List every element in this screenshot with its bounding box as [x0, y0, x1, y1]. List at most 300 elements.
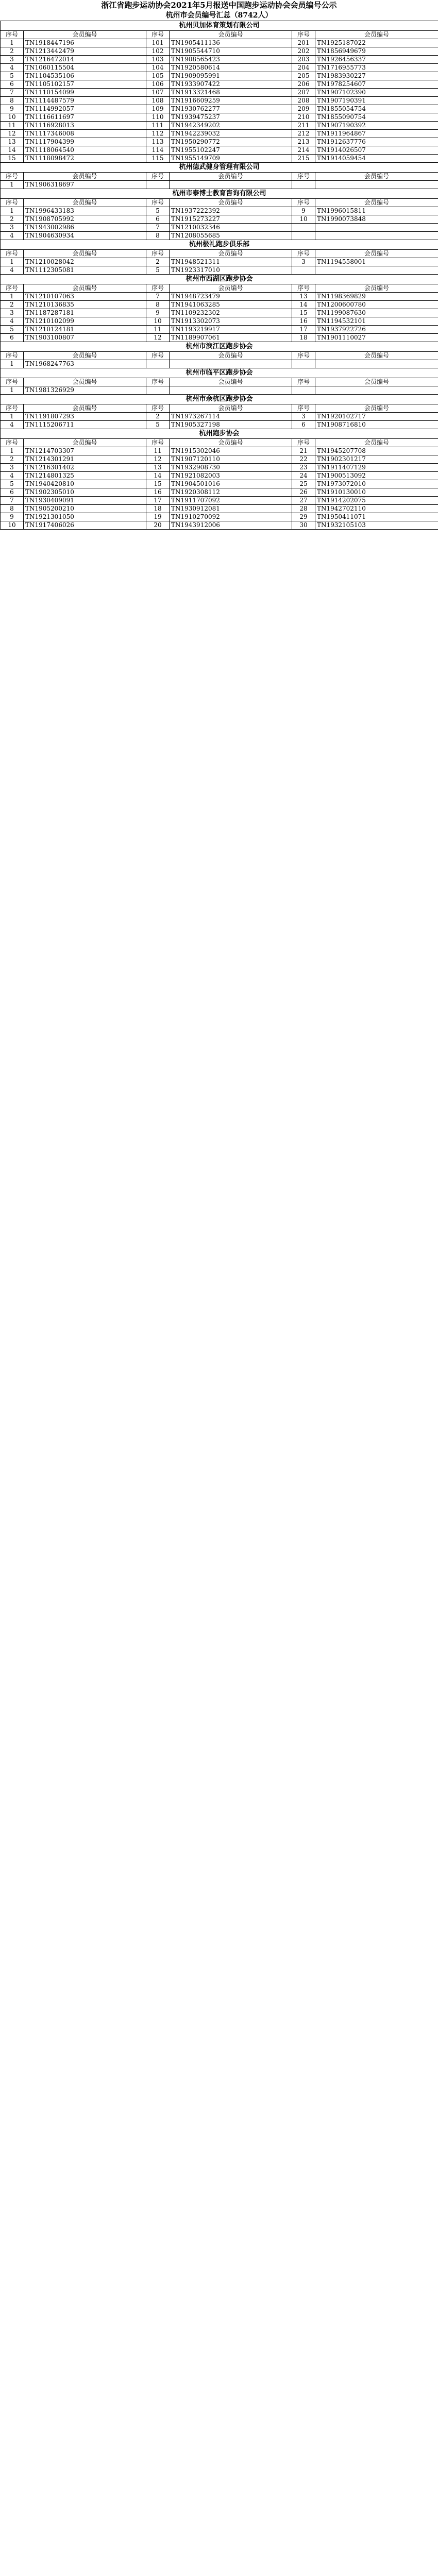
seq-cell: 5 [146, 421, 170, 429]
seq-cell: 27 [292, 497, 315, 505]
member-id-cell: TN1911964867 [315, 130, 438, 138]
seq-cell: 17 [146, 497, 170, 505]
table-row [1, 293, 438, 301]
seq-cell: 11 [146, 326, 170, 334]
seq-cell: 26 [292, 488, 315, 497]
member-id-header: 会员编号 [24, 378, 146, 386]
seq-header: 序号 [1, 352, 24, 360]
member-id-header: 会员编号 [315, 284, 438, 293]
seq-header: 序号 [292, 199, 315, 207]
section-title-row [1, 163, 438, 173]
seq-cell: 105 [146, 72, 170, 80]
member-id-cell: TN1117346008 [24, 130, 146, 138]
section-title-row [1, 429, 438, 439]
member-id-cell [170, 386, 292, 395]
seq-cell: 4 [1, 421, 24, 429]
section-title-row [1, 342, 438, 352]
member-id-cell: TN1950411071 [315, 513, 438, 521]
member-id-cell: TN1210136835 [24, 301, 146, 309]
seq-cell: 2 [1, 455, 24, 464]
member-id-cell: TN1116611697 [24, 113, 146, 122]
seq-cell: 30 [292, 521, 315, 530]
seq-cell: 17 [292, 326, 315, 334]
seq-cell: 5 [1, 72, 24, 80]
seq-cell: 9 [292, 207, 315, 215]
member-id-cell: TN1973267114 [170, 413, 292, 421]
seq-cell: 5 [146, 266, 170, 275]
section-title-row [1, 21, 438, 31]
member-id-cell: TN1933907422 [170, 80, 292, 89]
seq-cell: 12 [146, 455, 170, 464]
member-id-cell: TN1905411136 [170, 39, 292, 47]
member-id-cell: TN1942349202 [170, 122, 292, 130]
table-row [1, 309, 438, 317]
seq-cell: 8 [1, 97, 24, 105]
member-id-cell: TN1200600780 [315, 301, 438, 309]
member-id-cell [315, 181, 438, 189]
seq-header: 序号 [1, 199, 24, 207]
seq-cell: 3 [1, 464, 24, 472]
member-id-cell: TN1914059454 [315, 155, 438, 163]
seq-cell: 1 [1, 447, 24, 455]
member-id-cell [170, 181, 292, 189]
seq-cell: 16 [146, 488, 170, 497]
member-id-cell: TN1941063285 [170, 301, 292, 309]
member-id-header: 会员编号 [24, 352, 146, 360]
seq-cell: 1 [1, 360, 24, 368]
member-id-cell: TN1909095991 [170, 72, 292, 80]
member-id-cell: TN1104535106 [24, 72, 146, 80]
member-id-cell: TN1930912081 [170, 505, 292, 513]
seq-cell: 1 [1, 386, 24, 395]
seq-cell: 207 [292, 89, 315, 97]
seq-cell: 1 [1, 181, 24, 189]
member-id-cell: TN1198369829 [315, 293, 438, 301]
column-header-row [1, 439, 438, 447]
seq-cell: 115 [146, 155, 170, 163]
member-id-cell [315, 266, 438, 275]
seq-cell: 106 [146, 80, 170, 89]
table-row [1, 113, 438, 122]
member-id-header: 会员编号 [315, 250, 438, 258]
member-id-cell: TN1914026507 [315, 146, 438, 155]
seq-cell: 202 [292, 47, 315, 56]
member-id-header: 会员编号 [315, 378, 438, 386]
member-id-cell: TN1187287181 [24, 309, 146, 317]
seq-cell: 11 [1, 122, 24, 130]
member-id-cell: TN1908705992 [24, 215, 146, 224]
column-header-row [1, 31, 438, 39]
seq-cell: 212 [292, 130, 315, 138]
seq-cell: 4 [1, 232, 24, 240]
seq-cell: 14 [1, 146, 24, 155]
member-id-cell: TN1920580614 [170, 64, 292, 72]
seq-cell: 6 [1, 334, 24, 342]
column-header-row [1, 199, 438, 207]
seq-cell: 16 [292, 317, 315, 326]
seq-cell: 6 [1, 488, 24, 497]
seq-header: 序号 [146, 250, 170, 258]
member-id-cell: TN1191807293 [24, 413, 146, 421]
seq-cell: 7 [1, 497, 24, 505]
seq-cell: 10 [1, 521, 24, 530]
section-title: 杭州市滨江区跑步协会 [1, 342, 438, 352]
seq-cell: 8 [146, 301, 170, 309]
member-id-header: 会员编号 [315, 439, 438, 447]
seq-cell: 108 [146, 97, 170, 105]
member-id-cell: TN1981326929 [24, 386, 146, 395]
section-title: 杭州市临平区跑步协会 [1, 368, 438, 378]
seq-cell: 4 [1, 64, 24, 72]
seq-cell: 2 [1, 47, 24, 56]
seq-header: 序号 [1, 31, 24, 39]
member-id-cell: TN1978254607 [315, 80, 438, 89]
seq-cell: 9 [1, 105, 24, 113]
seq-cell: 6 [146, 215, 170, 224]
member-id-cell: TN1968247763 [24, 360, 146, 368]
table-row [1, 421, 438, 429]
member-id-cell: TN1105102157 [24, 80, 146, 89]
seq-header: 序号 [1, 173, 24, 181]
seq-cell: 211 [292, 122, 315, 130]
section-title: 杭州市西湖区跑步协会 [1, 275, 438, 284]
seq-cell: 25 [292, 480, 315, 488]
table-row [1, 464, 438, 472]
member-id-cell: TN1114992057 [24, 105, 146, 113]
seq-cell: 28 [292, 505, 315, 513]
seq-cell: 7 [146, 224, 170, 232]
member-id-cell: TN1214301291 [24, 455, 146, 464]
member-id-header: 会员编号 [315, 173, 438, 181]
member-id-cell: TN1911707092 [170, 497, 292, 505]
member-table-body [1, 21, 438, 530]
member-id-cell: TN1189907061 [170, 334, 292, 342]
table-row [1, 47, 438, 56]
member-id-cell: TN1913302073 [170, 317, 292, 326]
seq-cell: 102 [146, 47, 170, 56]
member-id-cell: TN1943912006 [170, 521, 292, 530]
column-header-row [1, 284, 438, 293]
seq-cell: 4 [1, 472, 24, 480]
member-id-cell: TN1943002986 [24, 224, 146, 232]
member-id-cell: TN1210107063 [24, 293, 146, 301]
member-id-cell: TN1199087630 [315, 309, 438, 317]
seq-cell: 109 [146, 105, 170, 113]
seq-cell: 6 [1, 80, 24, 89]
table-row [1, 521, 438, 530]
page-remainder [0, 530, 438, 2576]
member-id-cell: TN1116928013 [24, 122, 146, 130]
seq-cell: 104 [146, 64, 170, 72]
seq-cell [292, 181, 315, 189]
member-id-cell: TN1193219917 [170, 326, 292, 334]
seq-header: 序号 [292, 378, 315, 386]
seq-cell: 1 [1, 39, 24, 47]
seq-cell: 5 [1, 480, 24, 488]
seq-cell: 10 [146, 317, 170, 326]
seq-cell: 12 [146, 334, 170, 342]
section-title: 杭州德武健身管理有限公司 [1, 163, 438, 173]
member-id-cell: TN1930409091 [24, 497, 146, 505]
member-id-cell: TN1907190391 [315, 97, 438, 105]
seq-cell: 3 [1, 56, 24, 64]
member-id-cell: TN1208055685 [170, 232, 292, 240]
seq-header: 序号 [292, 250, 315, 258]
seq-header: 序号 [146, 439, 170, 447]
member-id-cell: TN1945207708 [315, 447, 438, 455]
table-row [1, 258, 438, 266]
member-id-cell: TN1905200210 [24, 505, 146, 513]
member-id-cell: TN1118064540 [24, 146, 146, 155]
member-id-cell: TN1216472014 [24, 56, 146, 64]
seq-header: 序号 [1, 404, 24, 413]
member-id-cell: TN1911407129 [315, 464, 438, 472]
seq-header: 序号 [146, 173, 170, 181]
table-row [1, 513, 438, 521]
section-title: 杭州跑步协会 [1, 429, 438, 439]
seq-cell: 201 [292, 39, 315, 47]
member-id-cell: TN1990073848 [315, 215, 438, 224]
member-id-cell: TN1716955773 [315, 64, 438, 72]
seq-cell [292, 386, 315, 395]
table-row [1, 326, 438, 334]
table-row [1, 80, 438, 89]
member-id-cell: TN1905544710 [170, 47, 292, 56]
member-id-header: 会员编号 [24, 250, 146, 258]
seq-cell: 4 [1, 266, 24, 275]
member-id-header: 会员编号 [170, 404, 292, 413]
seq-cell: 3 [1, 224, 24, 232]
seq-cell: 12 [1, 130, 24, 138]
table-row [1, 97, 438, 105]
member-id-cell: TN1937222392 [170, 207, 292, 215]
member-id-cell: TN1996015811 [315, 207, 438, 215]
member-id-cell: TN1210032346 [170, 224, 292, 232]
member-id-cell: TN1214801325 [24, 472, 146, 480]
member-id-cell: TN1955102247 [170, 146, 292, 155]
seq-cell: 9 [1, 513, 24, 521]
seq-cell: 15 [1, 155, 24, 163]
table-row [1, 207, 438, 215]
seq-header: 序号 [1, 250, 24, 258]
seq-cell: 215 [292, 155, 315, 163]
seq-cell: 24 [292, 472, 315, 480]
table-row [1, 64, 438, 72]
member-id-header: 会员编号 [315, 31, 438, 39]
seq-cell: 209 [292, 105, 315, 113]
member-id-cell: TN1948521311 [170, 258, 292, 266]
member-id-cell: TN1214703307 [24, 447, 146, 455]
member-id-cell: TN1906318697 [24, 181, 146, 189]
table-row [1, 386, 438, 395]
table-row [1, 497, 438, 505]
section-title-row [1, 240, 438, 250]
member-id-cell: TN1902301217 [315, 455, 438, 464]
seq-cell: 15 [146, 480, 170, 488]
seq-header: 序号 [292, 439, 315, 447]
seq-cell: 1 [1, 258, 24, 266]
member-id-cell: TN1910130010 [315, 488, 438, 497]
seq-cell: 4 [1, 317, 24, 326]
member-id-cell: TN1210102099 [24, 317, 146, 326]
seq-header: 序号 [146, 378, 170, 386]
seq-cell: 111 [146, 122, 170, 130]
member-id-cell: TN1925187022 [315, 39, 438, 47]
seq-cell: 2 [1, 215, 24, 224]
member-id-cell: TN1996433183 [24, 207, 146, 215]
table-row [1, 232, 438, 240]
seq-cell: 20 [146, 521, 170, 530]
member-id-header: 会员编号 [315, 404, 438, 413]
member-id-header: 会员编号 [170, 250, 292, 258]
member-id-cell: TN1937922726 [315, 326, 438, 334]
section-title: 杭州市余杭区跑步协会 [1, 395, 438, 404]
member-id-cell: TN1908565423 [170, 56, 292, 64]
table-row [1, 447, 438, 455]
seq-cell: 6 [292, 421, 315, 429]
member-id-cell: TN1948723479 [170, 293, 292, 301]
section-title-row [1, 275, 438, 284]
member-id-header: 会员编号 [315, 352, 438, 360]
table-row [1, 215, 438, 224]
member-id-cell: TN1194532101 [315, 317, 438, 326]
member-id-cell: TN1855054754 [315, 105, 438, 113]
member-id-cell: TN1900513092 [315, 472, 438, 480]
seq-cell: 9 [146, 309, 170, 317]
seq-cell: 10 [292, 215, 315, 224]
seq-cell: 203 [292, 56, 315, 64]
seq-cell: 103 [146, 56, 170, 64]
member-id-cell: TN1916609259 [170, 97, 292, 105]
seq-cell: 1 [1, 207, 24, 215]
section-title-row [1, 368, 438, 378]
table-row [1, 138, 438, 146]
member-id-header: 会员编号 [170, 378, 292, 386]
table-row [1, 155, 438, 163]
document-subtitle: 杭州市会员编号汇总（8742人） [165, 11, 273, 20]
seq-cell: 113 [146, 138, 170, 146]
table-row [1, 480, 438, 488]
member-id-cell: TN1913321468 [170, 89, 292, 97]
seq-cell [292, 360, 315, 368]
seq-header: 序号 [1, 439, 24, 447]
member-id-cell: TN1942239032 [170, 130, 292, 138]
member-id-cell: TN1917406026 [24, 521, 146, 530]
seq-cell: 1 [1, 293, 24, 301]
seq-cell: 5 [146, 207, 170, 215]
member-id-cell: TN1902305010 [24, 488, 146, 497]
member-id-cell: TN1115206711 [24, 421, 146, 429]
seq-cell [292, 232, 315, 240]
table-row [1, 122, 438, 130]
seq-cell: 22 [292, 455, 315, 464]
seq-cell: 214 [292, 146, 315, 155]
seq-cell: 13 [1, 138, 24, 146]
document-title: 浙江省跑步运动协会2021年5月报送中国跑步运动协会会员编号公示 [101, 1, 337, 10]
seq-cell: 1 [1, 413, 24, 421]
member-table [0, 21, 438, 530]
member-id-cell: TN1921082003 [170, 472, 292, 480]
member-id-cell: TN1907190392 [315, 122, 438, 130]
seq-cell: 3 [292, 413, 315, 421]
member-id-cell: TN1930762277 [170, 105, 292, 113]
seq-cell: 110 [146, 113, 170, 122]
member-id-cell: TN1210028042 [24, 258, 146, 266]
seq-cell: 14 [292, 301, 315, 309]
seq-cell: 3 [292, 258, 315, 266]
seq-cell: 205 [292, 72, 315, 80]
seq-cell: 7 [1, 89, 24, 97]
member-id-cell: TN1915302046 [170, 447, 292, 455]
seq-cell: 7 [146, 293, 170, 301]
seq-cell: 101 [146, 39, 170, 47]
member-id-cell: TN1901110027 [315, 334, 438, 342]
member-id-cell: TN1114487579 [24, 97, 146, 105]
member-id-cell: TN1918447196 [24, 39, 146, 47]
seq-header: 序号 [292, 31, 315, 39]
member-id-cell: TN1112305081 [24, 266, 146, 275]
table-row [1, 488, 438, 497]
seq-cell: 11 [146, 447, 170, 455]
member-id-cell: TN1983930227 [315, 72, 438, 80]
seq-cell: 18 [292, 334, 315, 342]
member-id-header: 会员编号 [170, 173, 292, 181]
member-id-cell: TN1942702110 [315, 505, 438, 513]
member-id-cell: TN1907102390 [315, 89, 438, 97]
seq-cell: 210 [292, 113, 315, 122]
seq-cell: 19 [146, 513, 170, 521]
member-id-cell: TN1923317010 [170, 266, 292, 275]
seq-cell: 5 [1, 326, 24, 334]
section-title: 杭州贝加体育策划有限公司 [1, 21, 438, 31]
member-id-cell: TN1973072010 [315, 480, 438, 488]
member-id-header: 会员编号 [24, 284, 146, 293]
table-row [1, 505, 438, 513]
member-id-cell: TN1110154099 [24, 89, 146, 97]
seq-cell: 208 [292, 97, 315, 105]
seq-cell: 2 [146, 413, 170, 421]
table-row [1, 130, 438, 138]
member-id-cell: TN1904501016 [170, 480, 292, 488]
member-id-cell: TN1950290772 [170, 138, 292, 146]
seq-cell [146, 386, 170, 395]
member-id-cell: TN1060115504 [24, 64, 146, 72]
table-row [1, 360, 438, 368]
seq-cell: 206 [292, 80, 315, 89]
member-id-cell [315, 386, 438, 395]
member-id-cell: TN1914202075 [315, 497, 438, 505]
seq-header: 序号 [292, 404, 315, 413]
section-title-row [1, 395, 438, 404]
member-id-cell [315, 232, 438, 240]
seq-cell: 23 [292, 464, 315, 472]
member-id-header: 会员编号 [24, 404, 146, 413]
seq-cell: 114 [146, 146, 170, 155]
member-id-cell: TN1194558001 [315, 258, 438, 266]
seq-header: 序号 [146, 31, 170, 39]
table-row [1, 224, 438, 232]
column-header-row [1, 404, 438, 413]
table-row [1, 56, 438, 64]
member-id-cell: TN1117904399 [24, 138, 146, 146]
member-id-header: 会员编号 [24, 439, 146, 447]
seq-cell [146, 181, 170, 189]
section-title: 杭州极礼跑步俱乐部 [1, 240, 438, 250]
member-id-cell: TN1939475237 [170, 113, 292, 122]
member-id-cell: TN1920308112 [170, 488, 292, 497]
member-id-cell: TN1213442479 [24, 47, 146, 56]
seq-header: 序号 [146, 404, 170, 413]
